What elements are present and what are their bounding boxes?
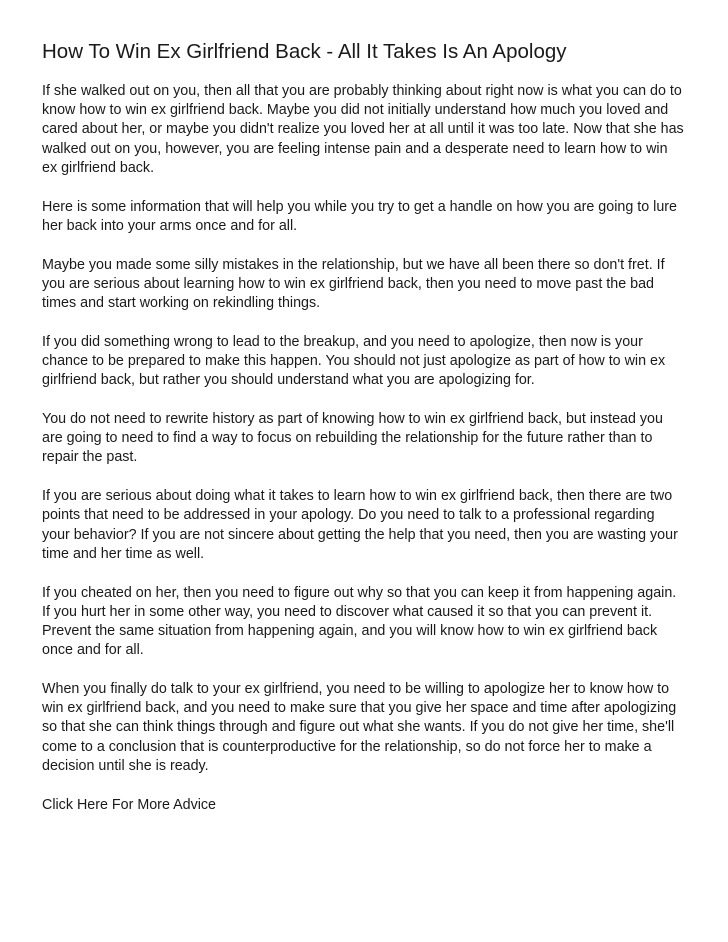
text-line: If you cheated on her, then you need to figure out why so that you can keep it from happening again. bbox=[42, 584, 677, 601]
text-line: once and for all. bbox=[42, 642, 144, 659]
document-title: How To Win Ex Girlfriend Back - All It Takes Is An Apology bbox=[42, 40, 567, 63]
text-line: are going to need to find a way to focus on rebuilding the relationship for the future rather than to bbox=[42, 430, 653, 447]
text-line: your behavior? If you are not sincere about getting the help that you need, then you are wasting your bbox=[42, 526, 678, 543]
paragraph-2 bbox=[42, 198, 692, 236]
text-line: come to a conclusion that is counterproductive for the relationship, so do not force her to make a bbox=[42, 738, 652, 755]
text-line: girlfriend back, but rather you should understand what you are apologizing for. bbox=[42, 372, 535, 389]
text-line: If you are serious about doing what it takes to learn how to win ex girlfriend back, then there are two bbox=[42, 488, 673, 505]
text-line: so that she can think things through and figure out what she wants. If you do not give her time, she'll bbox=[42, 719, 675, 736]
text-line: chance to be prepared to make this happen. You should not just apologize as part of how to win ex bbox=[42, 353, 666, 370]
text-line: times and start working on rekindling things. bbox=[42, 295, 321, 312]
text-line: Maybe you made some silly mistakes in the relationship, but we have all been there so don't fret. If bbox=[42, 256, 665, 273]
paragraph-4 bbox=[42, 333, 692, 391]
paragraph-3 bbox=[42, 256, 692, 314]
text-line: walked out on you, however, you are feeling intense pain and a desperate need to learn how to win bbox=[42, 140, 668, 157]
text-line: If you hurt her in some other way, you need to discover what caused it so that you can prevent it. bbox=[42, 603, 653, 620]
paragraph-8 bbox=[42, 680, 692, 776]
text-line: know how to win ex girlfriend back. Maybe you did not initially understand how much you loved and bbox=[42, 102, 669, 119]
paragraph-7 bbox=[42, 584, 692, 661]
paragraph-5 bbox=[42, 410, 692, 468]
text-line: You do not need to rewrite history as part of knowing how to win ex girlfriend back, but instead you bbox=[42, 411, 663, 428]
text-line: time and her time as well. bbox=[42, 545, 205, 562]
more-advice-link[interactable]: Click Here For More Advice bbox=[42, 796, 216, 813]
text-line: If she walked out on you, then all that you are probably thinking about right now is what you can do to bbox=[42, 83, 682, 99]
text-line: Prevent the same situation from happening again, and you will know how to win ex girlfriend back bbox=[42, 623, 658, 640]
text-line: Here is some information that will help you while you try to get a handle on how you are going to lure bbox=[42, 198, 677, 215]
paragraph-6 bbox=[42, 487, 692, 564]
text-line: If you did something wrong to lead to the breakup, and you need to apologize, then now is your bbox=[42, 333, 643, 350]
text-line: points that need to be addressed in your apology. Do you need to talk to a professional regarding bbox=[42, 507, 655, 524]
text-line: repair the past. bbox=[42, 449, 138, 466]
text-line: her back into your arms once and for all. bbox=[42, 217, 298, 234]
text-line: ex girlfriend back. bbox=[42, 159, 155, 176]
paragraph-1 bbox=[42, 82, 692, 178]
text-line: decision until she is ready. bbox=[42, 757, 209, 774]
text-line: When you finally do talk to your ex girlfriend, you need to be willing to apologize her to know how to bbox=[42, 681, 670, 698]
text-line: you are serious about learning how to win ex girlfriend back, then you need to move past the bad bbox=[42, 275, 654, 292]
document-body bbox=[42, 38, 692, 815]
text-line: win ex girlfriend back, and you need to make sure that you give her space and time after apologizing bbox=[42, 700, 677, 717]
text-line: cared about her, or maybe you didn't realize you loved her at all until it was too late. Now that she has bbox=[42, 121, 684, 138]
